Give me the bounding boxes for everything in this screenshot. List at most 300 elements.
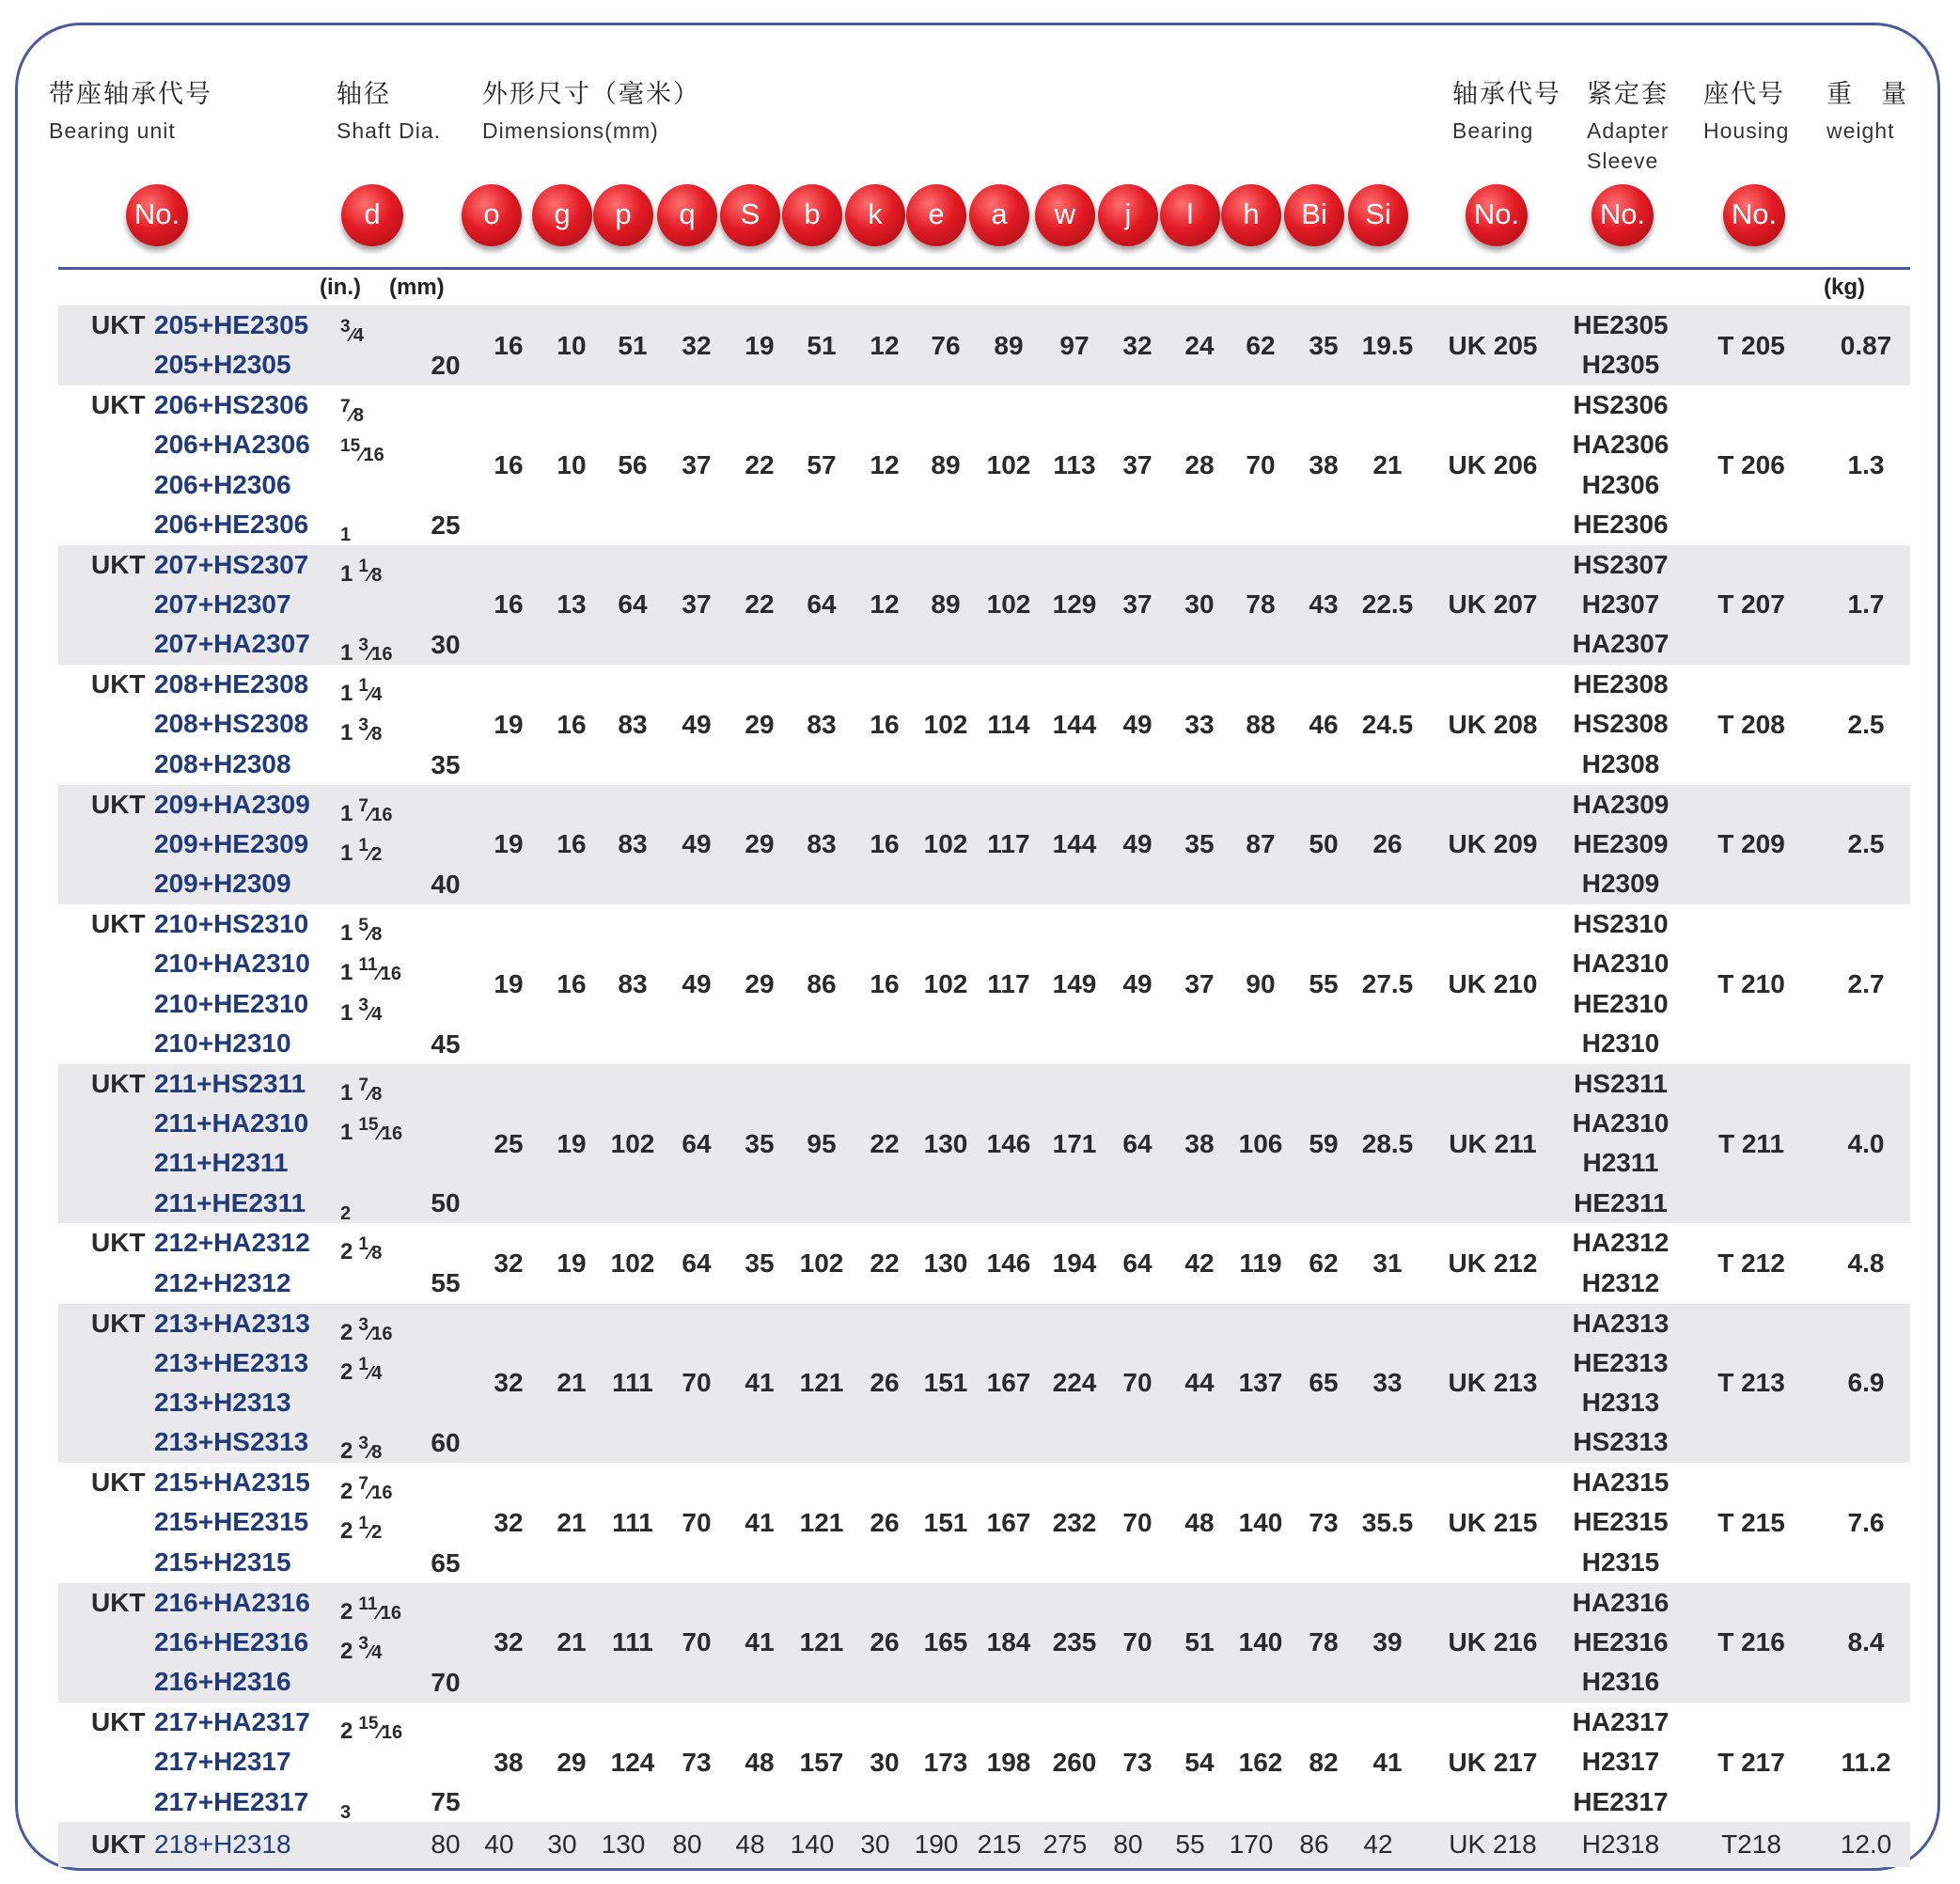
symbol-bi: Bi xyxy=(1284,184,1344,246)
dim-bi: 78 xyxy=(1309,1627,1339,1657)
inch-fraction xyxy=(358,1514,383,1544)
dim-w: 144 xyxy=(1052,829,1097,859)
inch-slash: ⁄ xyxy=(368,1323,372,1344)
header-dimensions-en: Dimensions(mm) xyxy=(482,118,659,143)
shaft-mm: 40 xyxy=(431,869,461,899)
dim-si: 19.5 xyxy=(1361,330,1414,360)
dim-bi: 65 xyxy=(1309,1368,1339,1398)
dim-h: 88 xyxy=(1246,709,1276,739)
dim-o: 38 xyxy=(494,1747,524,1777)
unit-model: 218+H2318 xyxy=(154,1829,291,1860)
unit-prefix: UKT xyxy=(91,1468,146,1498)
dim-b: 157 xyxy=(799,1747,844,1777)
dim-k: 12 xyxy=(870,330,900,360)
unit-model: 217+H2317 xyxy=(154,1747,291,1777)
dim-w: 194 xyxy=(1052,1248,1097,1278)
sleeve-no: H2311 xyxy=(1582,1148,1659,1178)
dim-bi: 82 xyxy=(1309,1747,1339,1777)
inch-numerator: 1 xyxy=(358,1354,368,1374)
sleeve-no: HE2306 xyxy=(1573,509,1669,539)
symbol-h: h xyxy=(1221,184,1281,246)
shaft-mm: 75 xyxy=(431,1787,461,1817)
table-group xyxy=(58,1703,1910,1822)
bearing-no: UK 218 xyxy=(1449,1829,1537,1860)
unit-prefix: UKT xyxy=(91,1228,146,1258)
dim-h: 170 xyxy=(1229,1829,1274,1860)
dim-si: 31 xyxy=(1372,1248,1403,1278)
dim-a: 167 xyxy=(986,1507,1031,1537)
dim-a: 198 xyxy=(986,1747,1031,1777)
dim-si: 24.5 xyxy=(1361,709,1414,739)
housing-no: T 213 xyxy=(1717,1368,1785,1398)
symbol-no-unit: No. xyxy=(126,184,188,246)
unit-model: 211+H2311 xyxy=(154,1148,289,1178)
table-group xyxy=(58,1304,1910,1464)
inch-whole: 1 xyxy=(340,640,353,667)
inch-fraction xyxy=(340,397,365,427)
unit-kg: (kg) xyxy=(1824,275,1865,300)
inch-denominator: 4 xyxy=(371,1362,383,1384)
dim-l: 42 xyxy=(1184,1248,1215,1278)
dim-k: 30 xyxy=(870,1747,900,1777)
dim-s: 22 xyxy=(745,449,775,479)
dim-bi: 46 xyxy=(1309,709,1339,739)
table-group xyxy=(58,385,1910,545)
inch-slash: ⁄ xyxy=(368,1522,372,1544)
unit-prefix: UKT xyxy=(91,1829,146,1860)
bearing-no: UK 217 xyxy=(1448,1747,1538,1777)
shaft-mm: 55 xyxy=(431,1268,461,1298)
unit-model: 213+H2313 xyxy=(154,1388,291,1418)
inch-numerator: 7 xyxy=(358,1075,368,1095)
dim-q: 64 xyxy=(682,1128,712,1158)
dim-p: 83 xyxy=(618,829,648,859)
unit-model: 205+HE2305 xyxy=(154,310,309,339)
inch-slash: ⁄ xyxy=(368,1243,372,1264)
dim-o: 19 xyxy=(494,829,524,859)
dim-h: 106 xyxy=(1238,1128,1283,1158)
dim-e: 89 xyxy=(931,589,961,620)
housing-no: T 215 xyxy=(1717,1507,1785,1537)
inch-whole: 1 xyxy=(340,524,352,545)
sleeve-no: HA2309 xyxy=(1572,789,1670,819)
sleeve-no: HE2316 xyxy=(1573,1626,1669,1656)
dim-j: 49 xyxy=(1122,968,1152,998)
dim-b: 51 xyxy=(807,330,837,360)
sleeve-no: H2318 xyxy=(1581,1829,1660,1860)
bearing-no: UK 206 xyxy=(1448,449,1538,479)
dim-g: 16 xyxy=(557,709,587,739)
sleeve-no: HS2311 xyxy=(1574,1068,1668,1098)
weight-kg: 4.8 xyxy=(1847,1248,1885,1278)
weight-kg: 8.4 xyxy=(1847,1627,1885,1657)
dim-a: 146 xyxy=(986,1128,1031,1158)
sleeve-no: HS2307 xyxy=(1573,549,1669,579)
header-dimensions-cn: 外形尺寸（毫米） xyxy=(482,80,700,109)
dim-l: 28 xyxy=(1184,449,1215,479)
dim-w: 171 xyxy=(1052,1128,1097,1158)
table-group xyxy=(58,545,1910,665)
inch-fraction xyxy=(358,1354,383,1384)
dim-o: 19 xyxy=(494,709,524,739)
inch-whole: 2 xyxy=(340,1239,353,1265)
unit-model: 210+HA2310 xyxy=(154,949,310,979)
inch-fraction xyxy=(358,1075,383,1105)
dim-h: 137 xyxy=(1238,1368,1283,1398)
dim-l: 37 xyxy=(1184,968,1215,998)
inch-fraction xyxy=(358,995,383,1025)
inch-denominator: 16 xyxy=(380,964,402,985)
unit-model: 212+H2312 xyxy=(154,1267,291,1297)
inch-whole: 1 xyxy=(340,800,353,826)
dim-s: 35 xyxy=(745,1128,775,1158)
dim-k: 26 xyxy=(870,1507,900,1537)
inch-whole: 2 xyxy=(340,1438,353,1465)
dim-w: 232 xyxy=(1052,1507,1097,1537)
dim-b: 64 xyxy=(807,589,837,620)
dim-e: 102 xyxy=(923,829,968,859)
header-weight xyxy=(1827,73,1908,146)
inch-slash: ⁄ xyxy=(378,1123,382,1144)
unit-prefix: UKT xyxy=(91,1068,146,1098)
inch-numerator: 11 xyxy=(358,955,378,976)
dim-h: 78 xyxy=(1246,589,1276,620)
shaft-inch xyxy=(340,428,384,474)
dim-w: 235 xyxy=(1052,1627,1097,1657)
dim-e: 76 xyxy=(931,330,961,360)
dim-p: 111 xyxy=(612,1507,653,1537)
dim-g: 16 xyxy=(557,829,587,859)
dim-k: 22 xyxy=(870,1248,900,1278)
sleeve-no: HE2308 xyxy=(1573,669,1669,699)
dim-w: 275 xyxy=(1043,1829,1088,1860)
sleeve-no: HA2306 xyxy=(1572,430,1670,460)
dim-l: 38 xyxy=(1184,1128,1215,1158)
unit-model: 207+H2307 xyxy=(154,589,291,620)
unit-model: 215+HA2315 xyxy=(154,1468,310,1498)
dim-s: 48 xyxy=(735,1829,765,1860)
dim-o: 32 xyxy=(494,1368,524,1398)
symbol-no-sleeve: No. xyxy=(1592,184,1654,246)
dim-h: 62 xyxy=(1246,330,1276,360)
inch-denominator: 4 xyxy=(371,684,383,706)
dim-h: 87 xyxy=(1246,829,1276,859)
inch-denominator: 16 xyxy=(381,1722,403,1743)
inch-fraction xyxy=(358,636,393,666)
dim-p: 111 xyxy=(612,1627,653,1657)
inch-fraction xyxy=(358,1434,383,1464)
dim-g: 30 xyxy=(547,1829,577,1860)
sleeve-no: HE2309 xyxy=(1573,828,1669,858)
table-group xyxy=(58,1463,1910,1582)
inch-whole: 2 xyxy=(340,1638,353,1664)
dim-q: 49 xyxy=(682,968,712,998)
dim-b: 57 xyxy=(807,449,837,479)
symbol-j: j xyxy=(1098,184,1158,246)
inch-slash: ⁄ xyxy=(368,1442,372,1464)
dim-g: 21 xyxy=(557,1627,587,1657)
inch-numerator: 3 xyxy=(358,715,368,736)
dim-b: 102 xyxy=(799,1248,844,1278)
inch-whole: 2 xyxy=(340,1358,353,1385)
weight-kg: 7.6 xyxy=(1847,1507,1885,1537)
unit-model: 209+HA2309 xyxy=(154,789,310,819)
inch-whole: 2 xyxy=(340,1719,353,1744)
table-group xyxy=(58,785,1910,904)
dim-q: 70 xyxy=(682,1627,712,1657)
sleeve-no: HA2316 xyxy=(1572,1587,1670,1617)
inch-denominator: 16 xyxy=(371,644,393,666)
sleeve-no: H2308 xyxy=(1581,748,1660,778)
dim-bi: 73 xyxy=(1309,1507,1339,1537)
inch-fraction xyxy=(358,1474,393,1504)
header-dimensions xyxy=(482,73,700,146)
dim-w: 129 xyxy=(1052,589,1097,620)
housing-no: T 208 xyxy=(1717,709,1785,739)
dim-b: 83 xyxy=(807,829,837,859)
inch-whole: 3 xyxy=(340,1801,352,1823)
shaft-inch xyxy=(340,827,382,873)
bearing-no: UK 205 xyxy=(1448,330,1538,360)
bearing-no: UK 213 xyxy=(1448,1368,1538,1398)
inch-fraction xyxy=(358,1633,383,1663)
sleeve-no: H2307 xyxy=(1581,589,1660,620)
dim-l: 54 xyxy=(1184,1747,1215,1777)
dim-k: 16 xyxy=(870,709,900,739)
inch-numerator: 15 xyxy=(340,436,361,457)
table-group xyxy=(58,1822,1910,1867)
dim-h: 140 xyxy=(1238,1507,1283,1537)
inch-whole: 2 xyxy=(340,1479,353,1505)
inch-whole: 1 xyxy=(340,920,353,946)
inch-whole: 1 xyxy=(340,560,353,587)
dim-o: 32 xyxy=(494,1627,524,1657)
dim-k: 26 xyxy=(870,1627,900,1657)
dim-l: 33 xyxy=(1184,709,1215,739)
header-housing xyxy=(1703,73,1789,146)
dim-j: 70 xyxy=(1122,1507,1152,1537)
dim-q: 49 xyxy=(682,829,712,859)
unit-prefix: UKT xyxy=(91,1587,146,1617)
dim-a: 146 xyxy=(986,1248,1031,1278)
dim-s: 22 xyxy=(745,589,775,620)
inch-denominator: 2 xyxy=(371,843,383,865)
symbol-q: q xyxy=(657,184,717,246)
unit-model: 216+HA2316 xyxy=(154,1587,310,1617)
symbol-d: d xyxy=(341,184,403,246)
inch-slash: ⁄ xyxy=(368,724,372,746)
unit-model: 208+HS2308 xyxy=(154,709,309,739)
weight-kg: 2.5 xyxy=(1847,709,1885,739)
dim-q: 70 xyxy=(682,1368,712,1398)
inch-denominator: 8 xyxy=(371,1083,383,1105)
shaft-mm: 25 xyxy=(431,510,461,540)
header-bearing-cn: 轴承代号 xyxy=(1452,80,1561,109)
dim-q: 70 xyxy=(682,1507,712,1537)
housing-no: T 216 xyxy=(1717,1627,1785,1657)
unit-prefix: UKT xyxy=(91,549,146,579)
inch-slash: ⁄ xyxy=(368,1003,372,1025)
dim-si: 33 xyxy=(1372,1368,1403,1398)
dim-p: 111 xyxy=(612,1368,653,1398)
dim-si: 21 xyxy=(1372,449,1403,479)
sleeve-no: HA2317 xyxy=(1572,1707,1670,1736)
sleeve-no: HE2317 xyxy=(1573,1786,1669,1816)
unit-prefix: UKT xyxy=(91,909,146,938)
bearing-no: UK 207 xyxy=(1448,589,1538,620)
dim-l: 55 xyxy=(1175,1829,1205,1860)
unit-model: 206+HE2306 xyxy=(154,509,309,539)
dim-k: 16 xyxy=(870,968,900,998)
sleeve-no: H2316 xyxy=(1581,1667,1660,1697)
inch-denominator: 16 xyxy=(363,445,384,466)
inch-fraction xyxy=(358,795,393,825)
dim-p: 83 xyxy=(618,968,648,998)
dim-q: 73 xyxy=(682,1747,712,1777)
dim-p: 102 xyxy=(610,1248,655,1278)
unit-model: 213+HE2313 xyxy=(154,1347,309,1377)
inch-slash: ⁄ xyxy=(377,964,381,985)
table-group xyxy=(58,1223,1910,1303)
unit-prefix: UKT xyxy=(91,310,146,339)
shaft-inch xyxy=(340,1107,402,1153)
weight-kg: 6.9 xyxy=(1847,1368,1885,1398)
inch-slash: ⁄ xyxy=(368,564,372,586)
header-housing-en: Housing xyxy=(1703,118,1790,143)
dim-bi: 50 xyxy=(1309,829,1339,859)
symbol-no-housing: No. xyxy=(1723,184,1785,246)
weight-kg: 12.0 xyxy=(1840,1829,1892,1860)
dim-q: 64 xyxy=(682,1248,712,1278)
dim-g: 19 xyxy=(557,1128,587,1158)
sleeve-no: HS2306 xyxy=(1573,390,1669,420)
dim-j: 70 xyxy=(1122,1368,1152,1398)
inch-whole: 1 xyxy=(340,1119,353,1145)
dim-h: 119 xyxy=(1239,1248,1282,1278)
dim-p: 124 xyxy=(610,1747,655,1777)
dim-e: 89 xyxy=(931,449,961,479)
dim-j: 37 xyxy=(1122,449,1152,479)
dim-si: 26 xyxy=(1372,829,1403,859)
shaft-inch xyxy=(340,548,382,594)
symbol-k: k xyxy=(845,184,905,246)
dim-l: 24 xyxy=(1184,330,1215,360)
shaft-mm: 35 xyxy=(431,749,461,779)
bearing-no: UK 210 xyxy=(1448,968,1538,998)
dim-j: 37 xyxy=(1122,589,1152,620)
dim-g: 29 xyxy=(557,1747,587,1777)
inch-slash: ⁄ xyxy=(368,1083,372,1105)
dim-p: 56 xyxy=(618,449,648,479)
dim-b: 95 xyxy=(807,1128,837,1158)
sleeve-no: HE2310 xyxy=(1573,988,1669,1018)
symbol-o: o xyxy=(462,184,522,246)
dim-q: 32 xyxy=(682,330,712,360)
inch-fraction xyxy=(358,1114,403,1144)
housing-no: T 212 xyxy=(1717,1248,1785,1278)
header-bearing-en: Bearing xyxy=(1452,118,1534,143)
unit-model: 213+HS2313 xyxy=(154,1427,309,1457)
dim-o: 32 xyxy=(494,1248,524,1278)
inch-denominator: 8 xyxy=(353,405,365,427)
dim-p: 64 xyxy=(618,589,648,620)
dim-bi: 43 xyxy=(1309,589,1339,620)
dim-s: 19 xyxy=(745,330,775,360)
dim-o: 16 xyxy=(494,589,524,620)
sleeve-no: HS2313 xyxy=(1573,1427,1669,1457)
header-weight-en: weight xyxy=(1827,118,1895,143)
dim-w: 144 xyxy=(1052,709,1097,739)
inch-numerator: 3 xyxy=(358,1434,368,1454)
unit-model: 206+HS2306 xyxy=(154,390,309,420)
inch-numerator: 1 xyxy=(358,676,368,697)
inch-denominator: 4 xyxy=(371,1003,383,1025)
shaft-inch xyxy=(340,707,382,753)
header-adapter-sleeve-en1: Adapter xyxy=(1587,118,1670,143)
dim-s: 48 xyxy=(745,1747,775,1777)
header-shaft-dia-cn: 轴径 xyxy=(337,80,391,109)
dim-bi: 62 xyxy=(1309,1248,1339,1278)
sleeve-no: HE2305 xyxy=(1573,310,1669,339)
dim-s: 41 xyxy=(745,1507,775,1537)
header-bearing-unit xyxy=(49,73,212,146)
shaft-mm: 70 xyxy=(431,1667,461,1697)
inch-whole: 2 xyxy=(340,1598,353,1625)
dim-s: 41 xyxy=(745,1368,775,1398)
symbol-p: p xyxy=(593,184,653,246)
table-group xyxy=(58,904,1910,1064)
dim-w: 260 xyxy=(1052,1747,1097,1777)
inch-denominator: 8 xyxy=(371,1243,383,1264)
unit-model: 210+H2310 xyxy=(154,1028,291,1058)
dim-w: 97 xyxy=(1059,330,1090,360)
dim-l: 44 xyxy=(1184,1368,1215,1398)
symbol-a: a xyxy=(969,184,1029,246)
unit-model: 212+HA2312 xyxy=(154,1228,310,1258)
inch-denominator: 8 xyxy=(371,724,383,746)
dim-j: 49 xyxy=(1122,709,1152,739)
inch-slash: ⁄ xyxy=(360,445,364,466)
inch-slash: ⁄ xyxy=(368,684,372,706)
dim-h: 140 xyxy=(1238,1627,1283,1657)
dim-b: 140 xyxy=(790,1829,835,1860)
bearing-no: UK 215 xyxy=(1448,1507,1538,1537)
dim-a: 117 xyxy=(987,968,1030,998)
housing-no: T 210 xyxy=(1717,968,1785,998)
inch-slash: ⁄ xyxy=(378,1722,382,1743)
inch-numerator: 1 xyxy=(358,835,368,856)
sleeve-no: H2309 xyxy=(1581,869,1660,899)
dim-w: 224 xyxy=(1052,1368,1097,1398)
inch-denominator: 2 xyxy=(371,1522,383,1544)
shaft-mm: 60 xyxy=(431,1428,461,1458)
inch-fraction xyxy=(358,1594,402,1624)
dim-h: 162 xyxy=(1238,1747,1283,1777)
dim-j: 49 xyxy=(1122,829,1152,859)
inch-slash: ⁄ xyxy=(350,405,353,427)
inch-numerator: 7 xyxy=(358,795,368,816)
sleeve-no: HA2310 xyxy=(1572,949,1670,979)
dim-g: 19 xyxy=(557,1248,587,1278)
dim-g: 13 xyxy=(557,589,587,620)
dim-o: 32 xyxy=(494,1507,524,1537)
inch-whole: 1 xyxy=(340,720,353,746)
sleeve-no: H2305 xyxy=(1581,350,1660,380)
dim-o: 40 xyxy=(484,1829,514,1860)
dim-k: 12 xyxy=(870,449,900,479)
dim-k: 22 xyxy=(870,1128,900,1158)
dim-j: 32 xyxy=(1122,330,1152,360)
